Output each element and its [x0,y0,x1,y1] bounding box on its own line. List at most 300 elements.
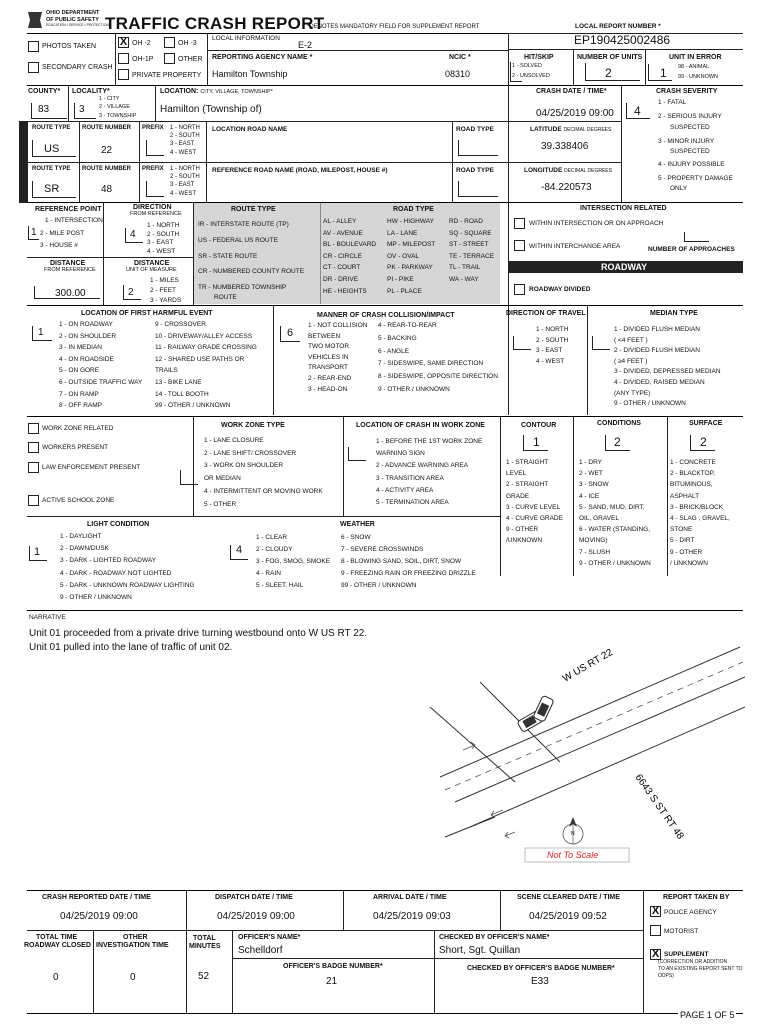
um-2: 2 - FEET [150,287,177,294]
rt-ir: IR - INTERSTATE ROUTE (TP) [198,221,289,228]
longitude-value[interactable]: -84.220573 [541,182,592,193]
ref-dir-east: 3 - EAST [147,239,174,246]
wz-col-item: 4 - INTERMITTENT OR MOVING WORK [204,487,323,495]
rd-col2-item: PK - PARKWAY [387,264,433,272]
work-zone-related-checkbox[interactable] [28,423,39,434]
mt-col-item: ( <4 FEET ) [614,336,648,344]
crash-diagram [385,612,745,890]
cd-col-item: 2 - WET [579,470,603,478]
total-time-value[interactable]: 0 [53,972,59,983]
ct-col-item: 9 - OTHER [506,526,539,534]
mn-col2-item: 7 - SIDESWIPE, SAME DIRECTION [378,360,484,368]
roadway-divided-label: ROADWAY DIVIDED [529,286,591,293]
supplement-note-3: ODPS) [658,973,674,979]
manner-label: MANNER OF CRASH COLLISION/IMPACT [317,312,455,319]
from-reference-label: FROM REFERENCE [130,211,182,217]
narrative-label: NARRATIVE [29,614,66,621]
road-label-sr48: 6643 S ST RT 48 [632,772,686,842]
crash-date-label: CRASH DATE / TIME* [536,88,607,95]
officer-name-label: OFFICER'S NAME* [238,934,301,941]
ct-col-item: 1 - STRAIGHT [506,459,549,466]
rd-col1-item: HE - HEIGHTS [323,287,367,295]
wz-col-item: 1 - LANE CLOSURE [204,437,264,444]
fh-col1-item: 5 - ON GORE [59,367,100,375]
distance-value[interactable]: 300.00 [55,288,86,299]
ref-road-type-label: ROAD TYPE [456,167,494,174]
latitude-value[interactable]: 39.338406 [541,141,589,152]
mn-col1-item: 3 - HEAD-ON [308,385,348,393]
number-approaches-label: NUMBER OF APPROACHES [648,246,735,253]
reporting-agency-label: REPORTING AGENCY NAME * [212,54,313,61]
roadway-banner: ROADWAY [509,261,743,273]
rt-tr: TR - NUMBERED TOWNSHIP [198,284,287,291]
loc-route-number-label: ROUTE NUMBER [82,125,131,131]
severity-2b: SUSPECTED [670,124,710,131]
cd-col-item: 4 - ICE [579,492,600,500]
unit-error-98: 98 - ANIMAL [678,64,710,70]
ref-dir-west: 4 - WEST [147,248,176,255]
narrative-line-2[interactable]: Unit 01 pulled into the lane of traffic of unit 02. [29,642,233,653]
surface-label: SURFACE [689,420,723,427]
first-harmful-value[interactable]: 1 [38,327,44,338]
cd-col-item: 7 - SLUSH [579,548,611,556]
within-interchange-label: WITHIN INTERCHANGE AREA [529,243,621,250]
loc-route-number-value[interactable]: 22 [101,145,113,156]
direction-value[interactable]: 4 [130,229,136,240]
workers-present-label: WORKERS PRESENT [42,444,109,451]
contour-value[interactable]: 1 [533,435,540,449]
um-1: 1 - MILES [150,277,179,284]
fh-col1-item: 2 - ON SHOULDER [59,332,117,340]
crash-severity-label: CRASH SEVERITY [656,88,718,95]
report-title: TRAFFIC CRASH REPORT [105,14,325,33]
supplement-label: SUPPLEMENT [664,951,709,958]
severity-3: 3 - MINOR INJURY [658,138,715,145]
total-time-label-2: ROADWAY CLOSED [24,942,91,949]
other-time-label: OTHER [123,934,148,941]
rt-sr: SR - STATE ROUTE [198,253,258,260]
severity-5: 5 - PROPERTY DAMAGE [658,175,733,182]
number-units-value[interactable]: 2 [605,66,612,80]
svg-text:N: N [571,831,575,837]
latitude-label: LATITUDE DECIMAL DEGREES [530,126,612,133]
unit-measure-sub: UNIT OF MEASURE [126,267,177,273]
fh-col1-item: 6 - OUTSIDE TRAFFIC WAY [59,379,143,386]
direction-arrow-icon [463,742,515,838]
arrival-value[interactable]: 04/25/2019 09:03 [373,911,451,922]
rt-us: US - FEDERAL US ROUTE [198,237,278,244]
ref-dir-4: 4 - WEST [170,191,197,197]
checked-by-value[interactable]: Short, Sgt. Quillan [439,945,521,956]
conditions-value[interactable]: 2 [614,435,621,449]
fh-col2-item: 99 - OTHER / UNKNOWN [155,402,231,410]
mn-col2-item: 9 - OTHER / UNKNOWN [378,386,450,393]
private-property-label: PRIVATE PROPERTY [132,72,202,79]
badge-label: OFFICER'S BADGE NUMBER* [283,963,383,970]
lc-col-item: 4 - DARK - ROADWAY NOT LIGHTED [60,569,172,577]
loc-dir-3: 3 - EAST [170,141,195,147]
unit-error-label: UNIT IN ERROR [669,54,722,61]
other-label: OTHER [178,56,203,63]
rd-col2-item: LA - LANE [387,229,418,237]
ref-route-number-value[interactable]: 48 [101,184,113,195]
mn-col2-item: 6 - ANGLE [378,347,410,355]
sf-col-item: 4 - SLAG , GRAVEL, [670,515,730,522]
rd-col1-item: DR - DRIVE [323,276,359,283]
fh-col2-item: 13 - BIKE LANE [155,379,202,386]
law-enforcement-label: LAW ENFORCEMENT PRESENT [42,464,141,471]
active-school-label: ACTIVE SCHOOL ZONE [42,497,115,504]
fh-col2-item: 14 - TOLL BOOTH [155,390,209,398]
rd-col1-item: BL - BOULEVARD [323,241,377,249]
dispatch-value[interactable]: 04/25/2019 09:00 [217,911,295,922]
rd-col1-item: CR - CIRCLE [323,252,363,260]
severity-5b: ONLY [670,185,688,192]
weather-value[interactable]: 4 [236,544,243,556]
within-interchange-checkbox[interactable] [514,240,525,251]
locality-1: 1 - CITY [99,96,120,102]
mandatory-note: *DENOTES MANDATORY FIELD FOR SUPPLEMENT REPORT [307,24,480,30]
number-units-label: NUMBER OF UNITS [577,54,643,61]
locality-value[interactable]: 3 [79,104,85,115]
secondary-crash-label: SECONDARY CRASH [42,64,113,71]
oh2-checkbox[interactable]: X [119,36,128,48]
other-time-label-2: INVESTIGATION TIME [96,942,169,949]
first-harmful-label: LOCATION OF FIRST HARMFUL EVENT [81,310,213,317]
logo-text-1: OHIO DEPARTMENT [46,10,100,16]
logo-text-3: EDUCATION • SERVICE • PROTECTION [46,23,109,27]
private-property-checkbox[interactable] [118,69,129,80]
photos-taken-checkbox[interactable] [28,41,39,52]
rd-col2-item: MP - MILEPOST [387,241,436,249]
sf-col-item: 1 - CONCRETE [670,459,716,466]
unit-error-value[interactable]: 1 [660,66,667,80]
report-taken-label: REPORT TAKEN BY [663,894,730,901]
rd-col3-item: TL - TRAIL [449,264,481,272]
oh3-checkbox[interactable] [164,37,175,48]
loc-prefix-label: PREFIX [142,125,164,131]
dt-col-item: 3 - EAST [536,347,563,355]
wc-col1-item: 3 - FOG, SMOG, SMOKE [256,558,331,565]
work-zone-related-label: WORK ZONE RELATED [42,425,114,432]
mn-col1-item: TRANSPORT [308,364,348,372]
local-information-value[interactable]: E-2 [298,40,313,50]
dt-col-item: 1 - NORTH [536,326,569,333]
photos-taken-label: PHOTOS TAKEN [42,43,97,50]
location-road-label: LOCATION ROAD NAME [212,126,288,133]
cd-col-item: 1 - DRY [579,459,602,466]
location-side-tab: LOCATION [19,121,28,162]
sf-col-item: BITUMINOUS, [670,481,713,489]
sf-col-item: 3 - BRICK/BLOCK [670,503,724,511]
dt-col-item: 2 - SOUTH [536,336,569,344]
roadway-divided-checkbox[interactable] [514,284,525,295]
wc-col1-item: 4 - RAIN [256,570,281,577]
total-minutes-label-2: MINUTES [189,943,221,950]
rd-col2-item: OV - OVAL [387,252,420,260]
local-report-number[interactable]: EP190425002486 [574,33,671,47]
badge-value[interactable]: 21 [326,976,338,987]
sf-col-item: 5 - DIRT [670,537,695,545]
not-to-scale-label: Not To Scale [547,850,599,860]
ref-dir-3: 3 - EAST [170,182,195,188]
law-enforcement-checkbox[interactable] [28,462,39,473]
supplement-note-2: TO AN EXISTING REPORT SENT TO [658,966,743,972]
secondary-crash-checkbox[interactable] [28,62,39,73]
wz-location-label: LOCATION OF CRASH IN WORK ZONE [356,422,485,429]
road-type-header: ROAD TYPE [393,206,434,213]
severity-1: 1 - FATAL [658,99,687,106]
mn-col2-item: 4 - REAR-TO-REAR [378,322,437,329]
scene-cleared-label: SCENE CLEARED DATE / TIME [517,894,620,901]
ref-route-number-label: ROUTE NUMBER [82,166,131,172]
checked-by-label: CHECKED BY OFFICER'S NAME* [439,934,550,941]
mt-col-item: (ANY TYPE) [614,389,651,397]
wzl-col-item: 1 - BEFORE THE 1ST WORK ZONE [376,438,483,445]
page-number: PAGE 1 OF 5 [680,1010,735,1020]
motorist-label: MOTORIST [664,928,699,935]
mt-col-item: 2 - DIVIDED FLUSH MEDIAN [614,347,700,355]
lc-col-item: 5 - DARK - UNKNOWN ROADWAY LIGHTING [60,581,195,589]
cd-col-item: 3 - SNOW [579,481,609,489]
dispatch-label: DISPATCH DATE / TIME [215,894,293,901]
other-checkbox[interactable] [164,53,175,64]
ref-point-2: 2 - MILE POST [40,230,85,237]
wc-col1-item: 1 - CLEAR [256,534,288,541]
supplement-checkbox[interactable]: X [651,948,660,960]
cd-col-item: 5 - SAND, MUD, DIRT, [579,503,645,511]
loc-dir-2: 2 - SOUTH [170,133,200,139]
unit-error-99: 99 - UNKNOWN [678,74,719,80]
hit-skip-2: 2 - UNSOLVED [512,73,550,79]
loc-road-type-label: ROAD TYPE [456,126,494,133]
logo-text-2: OF PUBLIC SAFETY [46,17,99,23]
crash-severity-value[interactable]: 4 [634,104,641,118]
arrival-label: ARRIVAL DATE / TIME [373,894,447,901]
hit-skip-box[interactable] [510,62,522,82]
crash-date-value[interactable]: 04/25/2019 09:00 [536,108,614,119]
loc-dir-1: 1 - NORTH [170,125,200,131]
wz-col-item: 3 - WORK ON SHOULDER [204,462,284,470]
rd-col1-item: AL - ALLEY [323,218,357,225]
lc-col-item: 3 - DARK - LIGHTED ROADWAY [60,557,157,565]
severity-2: 2 - SERIOUS INJURY [658,113,722,120]
wc-col1-item: 5 - SLEET, HAIL [256,582,304,589]
fh-col2-item: 11 - RAILWAY GRADE CROSSING [155,344,257,352]
within-intersection-checkbox[interactable] [514,218,525,229]
distance-label: DISTANCE [50,260,86,267]
county-label: COUNTY* [28,88,61,95]
rd-col3-item: RD - ROAD [449,218,483,225]
wzl-col-item: 3 - TRANSITION AREA [376,474,444,482]
sf-col-item: ASPHALT [670,492,700,500]
active-school-checkbox[interactable] [28,495,39,506]
mn-col1-item: 2 - REAR-END [308,375,352,382]
officer-name-value[interactable]: Schelldorf [238,945,283,956]
light-condition-label: LIGHT CONDITION [87,521,150,528]
wc-col1-item: 2 - CLOUDY [256,546,293,553]
mn-col2-item: 5 - BACKING [378,334,417,342]
rd-col3-item: WA - WAY [449,276,479,283]
ref-route-type-value[interactable]: SR [44,183,60,195]
lc-col-item: 9 - OTHER / UNKNOWN [60,594,132,601]
mt-col-item: 9 - OTHER / UNKNOWN [614,400,686,408]
median-type-label: MEDIAN TYPE [650,310,698,317]
loc-route-type-value[interactable]: US [44,143,60,155]
lc-col-item: 1 - DAYLIGHT [60,533,102,540]
severity-3b: SUSPECTED [670,148,710,155]
ct-col-item: /UNKNOWN [506,537,543,545]
rd-col1-item: AV - AVENUE [323,229,363,237]
police-agency-label: POLICE AGENCY [664,909,717,916]
longitude-label: LONGITUDE DECIMAL DEGREES [524,167,612,174]
unit-measure-label: DISTANCE [134,260,170,267]
police-agency-checkbox[interactable]: X [651,905,660,917]
dt-col-item: 4 - WEST [536,357,565,365]
manner-value[interactable]: 6 [287,327,294,339]
fh-col2-item: TRAILS [155,367,178,375]
sf-col-item: STONE [670,526,693,534]
odps-logo [27,9,109,33]
fh-col1-item: 1 - ON ROADWAY [59,321,113,328]
total-minutes-value[interactable]: 52 [198,971,210,982]
cd-col-item: 6 - WATER (STANDING, [579,526,651,534]
fh-col2-item: 12 - SHARED USE PATHS OR [155,355,245,363]
ct-col-item: LEVEL [506,470,527,478]
fh-col1-item: 8 - OFF RAMP [59,402,102,410]
ref-point-label: REFERENCE POINT [35,206,102,213]
hit-skip-1: 1 - SOLVED [512,63,542,69]
wc-col2-item: 7 - SEVERE CROSSWINDS [341,546,424,553]
mn-col1-item: BETWEEN [308,332,341,340]
mn-col1-item: VEHICLES IN [308,353,349,361]
mt-col-item: 1 - DIVIDED FLUSH MEDIAN [614,326,700,333]
fh-col1-item: 4 - ON ROADSIDE [59,355,114,363]
sf-col-item: / UNKNOWN [670,559,708,567]
rd-col3-item: SQ - SQUARE [449,229,492,237]
oh1p-checkbox[interactable] [118,53,129,64]
lc-col-item: 2 - DAWN/DUSK [60,545,109,553]
sf-col-item: 9 - OTHER [670,548,703,556]
total-time-label: TOTAL TIME [36,934,78,941]
hit-skip-label: HIT/SKIP [524,54,554,61]
wc-col2-item: 9 - FREEZING RAIN OR FREEZING DRIZZLE [341,570,476,577]
locality-label: LOCALITY* [72,88,110,95]
wc-col2-item: 8 - BLOWING SAND, SOIL, DIRT, SNOW [341,558,462,565]
ct-col-item: 2 - STRAIGHT [506,481,549,489]
reference-side-tab: REFERENCE [19,162,28,203]
sf-col-item: 2 - BLACKTOP, [670,470,715,478]
checked-badge-value[interactable]: E33 [531,976,549,987]
wzl-col-item: 5 - TERMINATION AREA [376,499,449,506]
severity-4: 4 - INJURY POSSIBLE [658,161,725,168]
ct-col-item: 4 - CURVE GRADE [506,515,563,522]
cd-col-item: 9 - OTHER / UNKNOWN [579,559,651,567]
rd-col2-item: PI - PIKE [387,276,414,283]
ref-dir-1: 1 - NORTH [170,166,200,172]
checked-badge-label: CHECKED BY OFFICER'S BADGE NUMBER* [467,965,615,972]
rd-col2-item: PL - PLACE [387,287,422,295]
fh-col2-item: 10 - DRIVEWAY/ALLEY ACCESS [155,332,253,340]
workers-present-checkbox[interactable] [28,442,39,453]
oh1p-label: OH-1P [132,56,154,63]
fh-col2-item: 9 - CROSSOVER [155,321,206,328]
ref-point-3: 3 - HOUSE # [40,242,78,249]
ref-route-type-label: ROUTE TYPE [32,166,71,172]
wzl-col-item: WARNING SIGN [376,450,425,458]
rd-col3-item: ST - STREET [449,241,489,249]
local-information-label: LOCAL INFORMATION [212,35,280,42]
rt-cr: CR - NUMBERED COUNTY ROUTE [198,268,305,275]
ncic-value[interactable]: 08310 [445,69,471,79]
other-time-value[interactable]: 0 [130,972,136,983]
route-type-header: ROUTE TYPE [231,206,276,213]
ohio-state-seal-icon [27,11,43,29]
cd-col-item: OIL, GRAVEL [579,515,619,522]
direction-travel-label: DIRECTION OF TRAVEL [506,310,586,317]
rd-col1-item: CT - COURT [323,264,361,272]
um-3: 3 - YARDS [150,297,182,304]
location-value[interactable]: Hamilton (Township of) [160,104,262,115]
supplement-note-1: (CORRECTION OR ADDITION [658,959,728,965]
surface-value[interactable]: 2 [700,435,707,449]
total-minutes-label: TOTAL [193,935,216,942]
loc-dir-4: 4 - WEST [170,150,197,156]
weather-label: WEATHER [340,521,375,528]
fh-col1-item: 3 - IN MEDIAN [59,344,102,352]
scene-cleared-value[interactable]: 04/25/2019 09:52 [529,911,607,922]
crash-reported-label: CRASH REPORTED DATE / TIME [42,894,151,901]
county-value[interactable]: 83 [38,104,50,115]
light-condition-value[interactable]: 1 [34,546,41,558]
motorist-checkbox[interactable] [650,925,661,936]
wzl-col-item: 2 - ADVANCE WARNING AREA [376,462,469,470]
within-intersection-label: WITHIN INTERSECTION OR ON APPROACH [529,220,664,227]
mt-col-item: ( ≥4 FEET ) [614,357,648,365]
wz-col-item: OR MEDIAN [204,475,241,483]
um-value[interactable]: 2 [128,287,134,298]
ref-dir-2: 2 - SOUTH [170,174,200,180]
narrative-line-1[interactable]: Unit 01 proceeded from a private drive turning westbound onto W US RT 22. [29,628,368,639]
rd-col2-item: HW - HIGHWAY [387,218,434,225]
wz-type-label: WORK ZONE TYPE [221,422,285,429]
road-label-us22: W US RT 22 [561,647,615,685]
ct-col-item: 3 - CURVE LEVEL [506,503,561,511]
loc-route-type-label: ROUTE TYPE [32,125,71,131]
fh-col1-item: 7 - ON RAMP [59,390,99,398]
ref-point-value[interactable]: 1 [31,227,37,238]
mn-col2-item: 8 - SIDESWIPE, OPPOSITE DIRECTION [378,373,498,381]
reporting-agency-value[interactable]: Hamilton Township [212,69,288,79]
ncic-label: NCIC * [449,54,471,61]
ref-dir-north: 1 - NORTH [147,222,180,229]
distance-from-ref: FROM REFERENCE [44,267,96,273]
reference-road-label: REFERENCE ROAD NAME (ROAD, MILEPOST, HOUSE #) [212,167,388,174]
ref-point-1: 1 - INTERSECTION [45,217,103,224]
ref-prefix-label: PREFIX [142,166,164,172]
crash-reported-value[interactable]: 04/25/2019 09:00 [60,911,138,922]
oh3-label: OH -3 [178,40,197,47]
intersection-related-label: INTERSECTION RELATED [580,205,667,212]
wz-col-item: 2 - LANE SHIFT/ CROSSOVER [204,449,297,457]
wz-col-item: 5 - OTHER [204,500,237,508]
mt-col-item: 3 - DIVIDED, DEPRESSED MEDIAN [614,368,721,376]
direction-label: DIRECTION [133,204,172,211]
mn-col1-item: TWO MOTOR [308,343,350,351]
ref-dir-south: 2 - SOUTH [147,231,180,238]
mt-col-item: 4 - DIVIDED, RAISED MEDIAN [614,379,705,386]
conditions-label: CONDITIONS [597,420,641,427]
